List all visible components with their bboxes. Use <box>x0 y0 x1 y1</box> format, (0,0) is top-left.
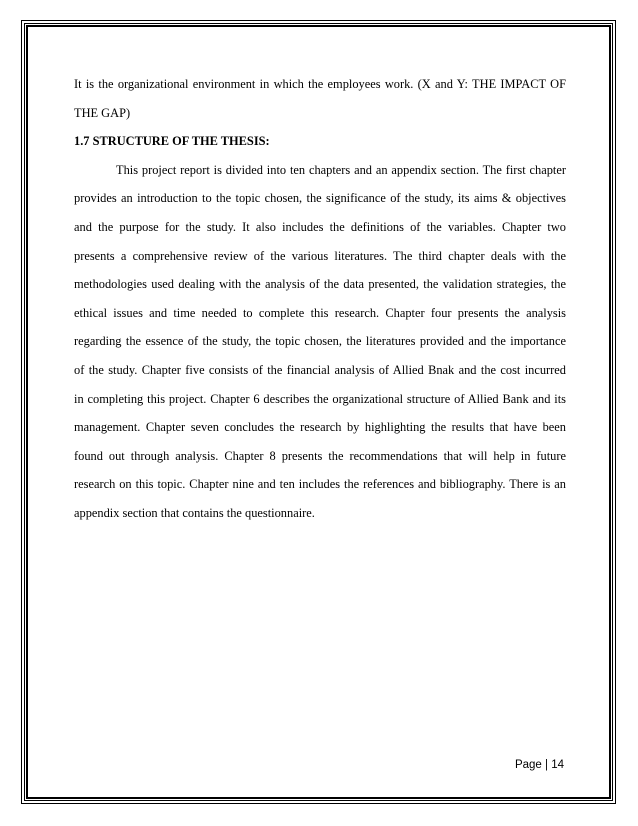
paragraph-line-7: regarding the essence of the study, the topic chosen, the literatures provided and the importance <box>74 334 566 349</box>
intro-line-2: THE GAP) <box>74 105 131 120</box>
paragraph-line-6: ethical issues and time needed to complete this research. Chapter four presents the analysis <box>74 305 566 320</box>
paragraph-line-1: This project report is divided into ten chapters and an appendix section. The first chapter <box>116 162 566 177</box>
paragraph-line-8: of the study. Chapter five consists of the financial analysis of Allied Bnak and the cost incurred <box>74 362 566 377</box>
document-body <box>74 70 566 528</box>
paragraph-line-3: and the purpose for the study. It also includes the definitions of the variables. Chapter two <box>74 219 566 234</box>
paragraph-line-13: appendix section that contains the questionnaire. <box>74 505 315 520</box>
intro-line-1: It is the organizational environment in which the employees work. (X and Y: THE IMPACT OF <box>74 77 566 91</box>
paragraph-line-2: provides an introduction to the topic chosen, the significance of the study, its aims & objectives <box>74 191 566 206</box>
paragraph-line-9: in completing this project. Chapter 6 describes the organizational structure of Allied Bank and its <box>74 391 566 406</box>
paragraph-line-5: methodologies used dealing with the analysis of the data presented, the validation strategies, the <box>74 277 566 292</box>
section-heading: 1.7 STRUCTURE OF THE THESIS: <box>74 134 270 149</box>
paragraph-line-4: presents a comprehensive review of the various literatures. The third chapter deals with the <box>74 248 566 263</box>
page-number: Page | 14 <box>514 759 564 771</box>
paragraph-line-11: found out through analysis. Chapter 8 presents the recommendations that will help in future <box>74 448 566 463</box>
paragraph-line-10: management. Chapter seven concludes the research by highlighting the results that have been <box>74 420 566 435</box>
paragraph-line-12: research on this topic. Chapter nine and ten includes the references and bibliography. There is an <box>74 477 566 492</box>
